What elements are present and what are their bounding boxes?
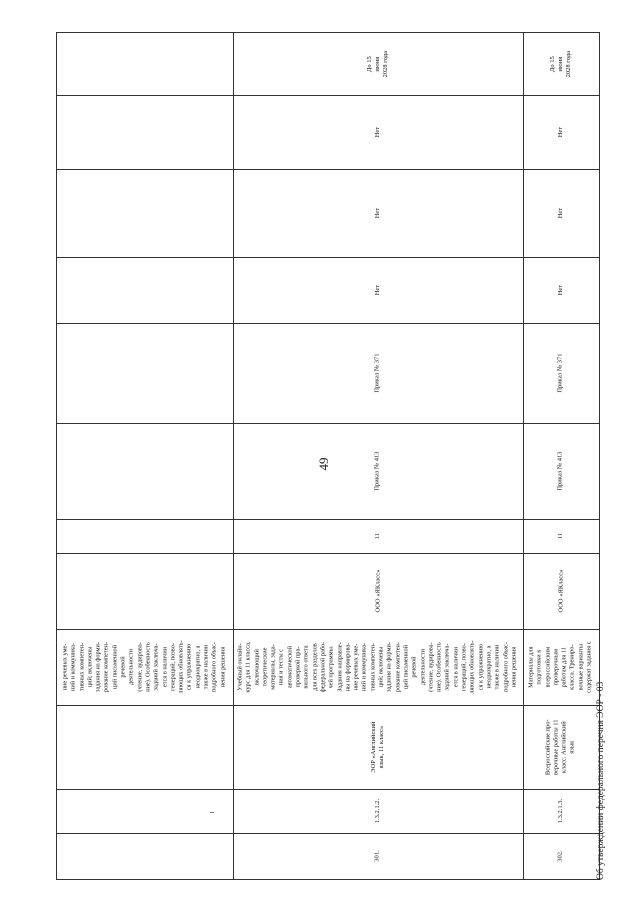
org-text: ООО «ЯКласс» (373, 569, 381, 613)
page-number: 49 (316, 457, 331, 471)
row-301-number (233, 833, 523, 879)
row-302-order1 (523, 423, 599, 519)
grade-text: 11 (373, 532, 381, 540)
yn-text: Нет (556, 284, 564, 296)
yn-text: Нет (373, 126, 381, 138)
name-text: ЭОР «Английский язык, 11 класс» (369, 721, 385, 773)
document-table (56, 32, 600, 880)
row-302-yn2 (523, 169, 599, 257)
row-301-yn1 (233, 257, 523, 323)
term-text: До 15 июня 2028 года (365, 50, 390, 78)
row-302-description (523, 629, 599, 705)
footer-text: Об утверждении федерального перечня ЭОР - 03 (596, 681, 606, 880)
row-302-grade (523, 519, 599, 553)
row-301-order2 (233, 323, 523, 423)
row-302-number (523, 833, 599, 879)
order-text: Приказ № 413 (373, 451, 381, 491)
yn-text: Нет (556, 207, 564, 219)
yn-text: Нет (373, 207, 381, 219)
row-302-code (523, 789, 599, 833)
row-301-term (233, 33, 523, 95)
row-301-name (233, 705, 523, 789)
row-302-term (523, 33, 599, 95)
order-text: Приказ № 371 (373, 353, 381, 393)
row-302-order2 (523, 323, 599, 423)
name-text: Всероссийские про- верочные работы 11 класс. Английский язык (544, 719, 577, 775)
row-301-org (233, 553, 523, 629)
row-301-order1 (233, 423, 523, 519)
code-text: 1.3.2.1.2. (373, 798, 381, 824)
row-302-yn3 (523, 95, 599, 169)
org-text: ООО «ЯКласс» (556, 569, 564, 613)
description-text: ние речевых уме- ний и коммуника- тивных компетен- ций; включены задания на форми- рование компетен- ций письменной речевой деятельности (чтение, аудирова- ние). Особенность заданий заключа- ется в наличии генераций, позво- ляющих обновлять- ся к упражнению неоднократно, а также в наличии подробного объяс- нения решения (62, 640, 227, 694)
row-302-name (523, 705, 599, 789)
row-302-yn1 (523, 257, 599, 323)
margin-mark (210, 812, 214, 813)
row-301-yn3 (233, 95, 523, 169)
description-text: Учебный онлайн- курс для 11 класса, включающий теоретические материалы, зада- ния и тесты с автоматической проверкой пра- вильного ответа для всех разделов федеральной рабо- чей программы. Задания направле- ны на формирова- ние речевых уме- ний и коммуника- тивных компетен- ций; включены задания на форми- рование компетен- ций письменной речевой деятельности (чтение, аудирова- ние). Особенность заданий заключа- ется в наличии генераций, позво- ляющих обновлять- ся к упражнению неоднократно, а также в наличии подробного объяс- нения решения (236, 640, 518, 694)
row-302-org (523, 553, 599, 629)
yn-text: Нет (373, 284, 381, 296)
order-text: Приказ № 413 (556, 451, 564, 491)
row-301-grade (233, 519, 523, 553)
term-text: До 15 июня 2028 года (548, 50, 573, 78)
row-301-description (233, 629, 523, 705)
row-301-code (233, 789, 523, 833)
row-301-yn2 (233, 169, 523, 257)
grade-text: 11 (556, 532, 564, 540)
description-text: Материалы для подготовки к всероссийским проверочным работам для 11 класса. Трениро- вочные варианты содержат задания с (527, 641, 593, 693)
order-text: Приказ № 371 (556, 353, 564, 393)
number-text: 302. (556, 850, 564, 862)
number-text: 301. (373, 850, 381, 862)
yn-text: Нет (556, 126, 564, 138)
code-text: 1.3.2.1.3. (556, 798, 564, 824)
row-continuation-description (57, 629, 233, 705)
